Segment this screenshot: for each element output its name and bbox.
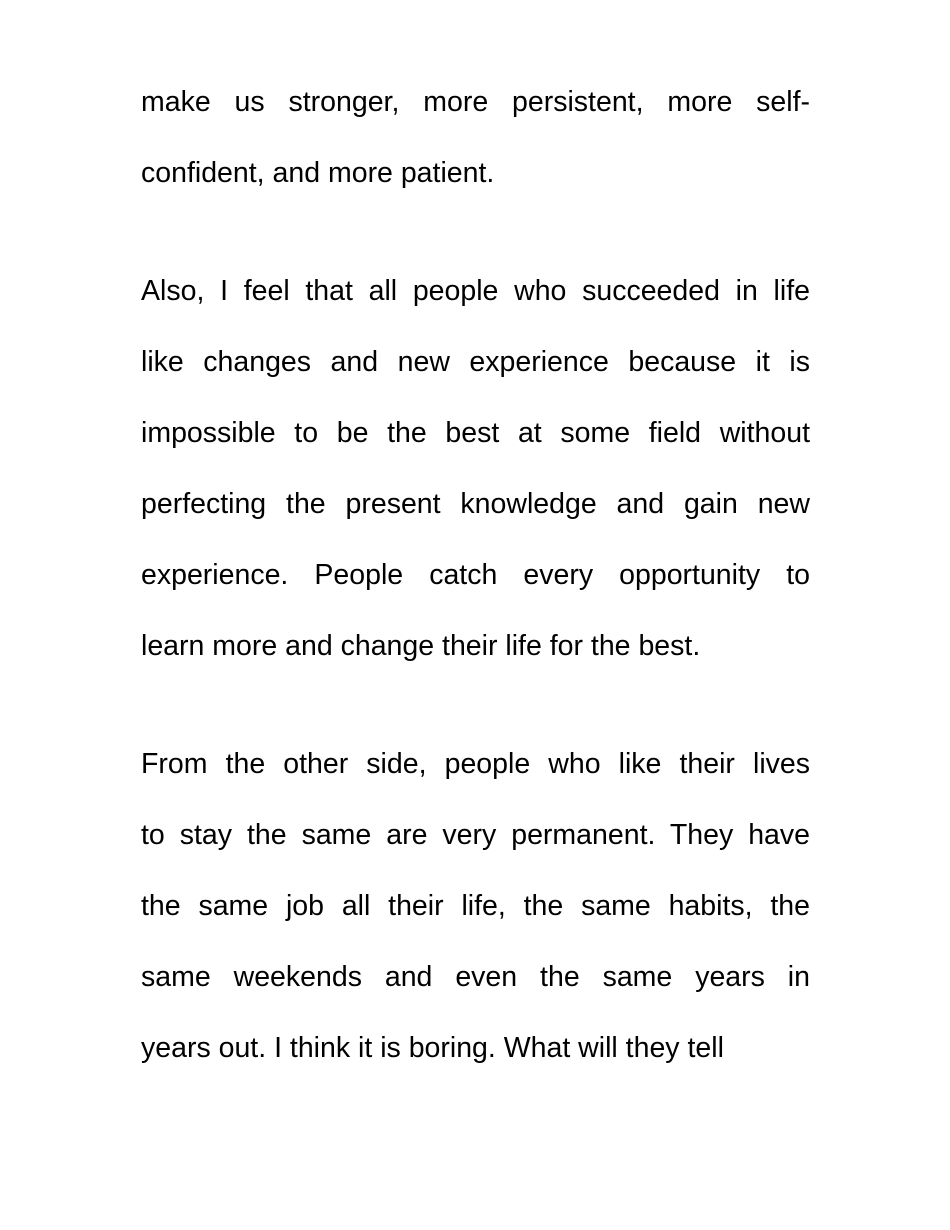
- text-line: impossible to be the best at some field without: [141, 417, 810, 449]
- text-line: make us stronger, more persistent, more self-: [141, 86, 810, 118]
- text-line: like changes and new experience because it is: [141, 346, 810, 378]
- paragraph-1: [141, 67, 810, 209]
- text-line: Also, I feel that all people who succeeded in life: [141, 275, 810, 307]
- text-line: experience. People catch every opportunity to: [141, 559, 810, 591]
- paragraph-3: [141, 729, 810, 1084]
- paragraph-2: [141, 256, 810, 682]
- text-line: perfecting the present knowledge and gain new: [141, 488, 810, 520]
- text-line: to stay the same are very permanent. They have: [141, 819, 810, 851]
- text-line: the same job all their life, the same habits, the: [141, 890, 810, 922]
- text-line: From the other side, people who like their lives: [141, 748, 810, 780]
- text-line: years out. I think it is boring. What will they tell: [141, 1032, 724, 1064]
- document-body: [141, 67, 810, 1084]
- text-line: confident, and more patient.: [141, 157, 495, 189]
- text-line: learn more and change their life for the best.: [141, 630, 701, 662]
- text-line: same weekends and even the same years in: [141, 961, 810, 993]
